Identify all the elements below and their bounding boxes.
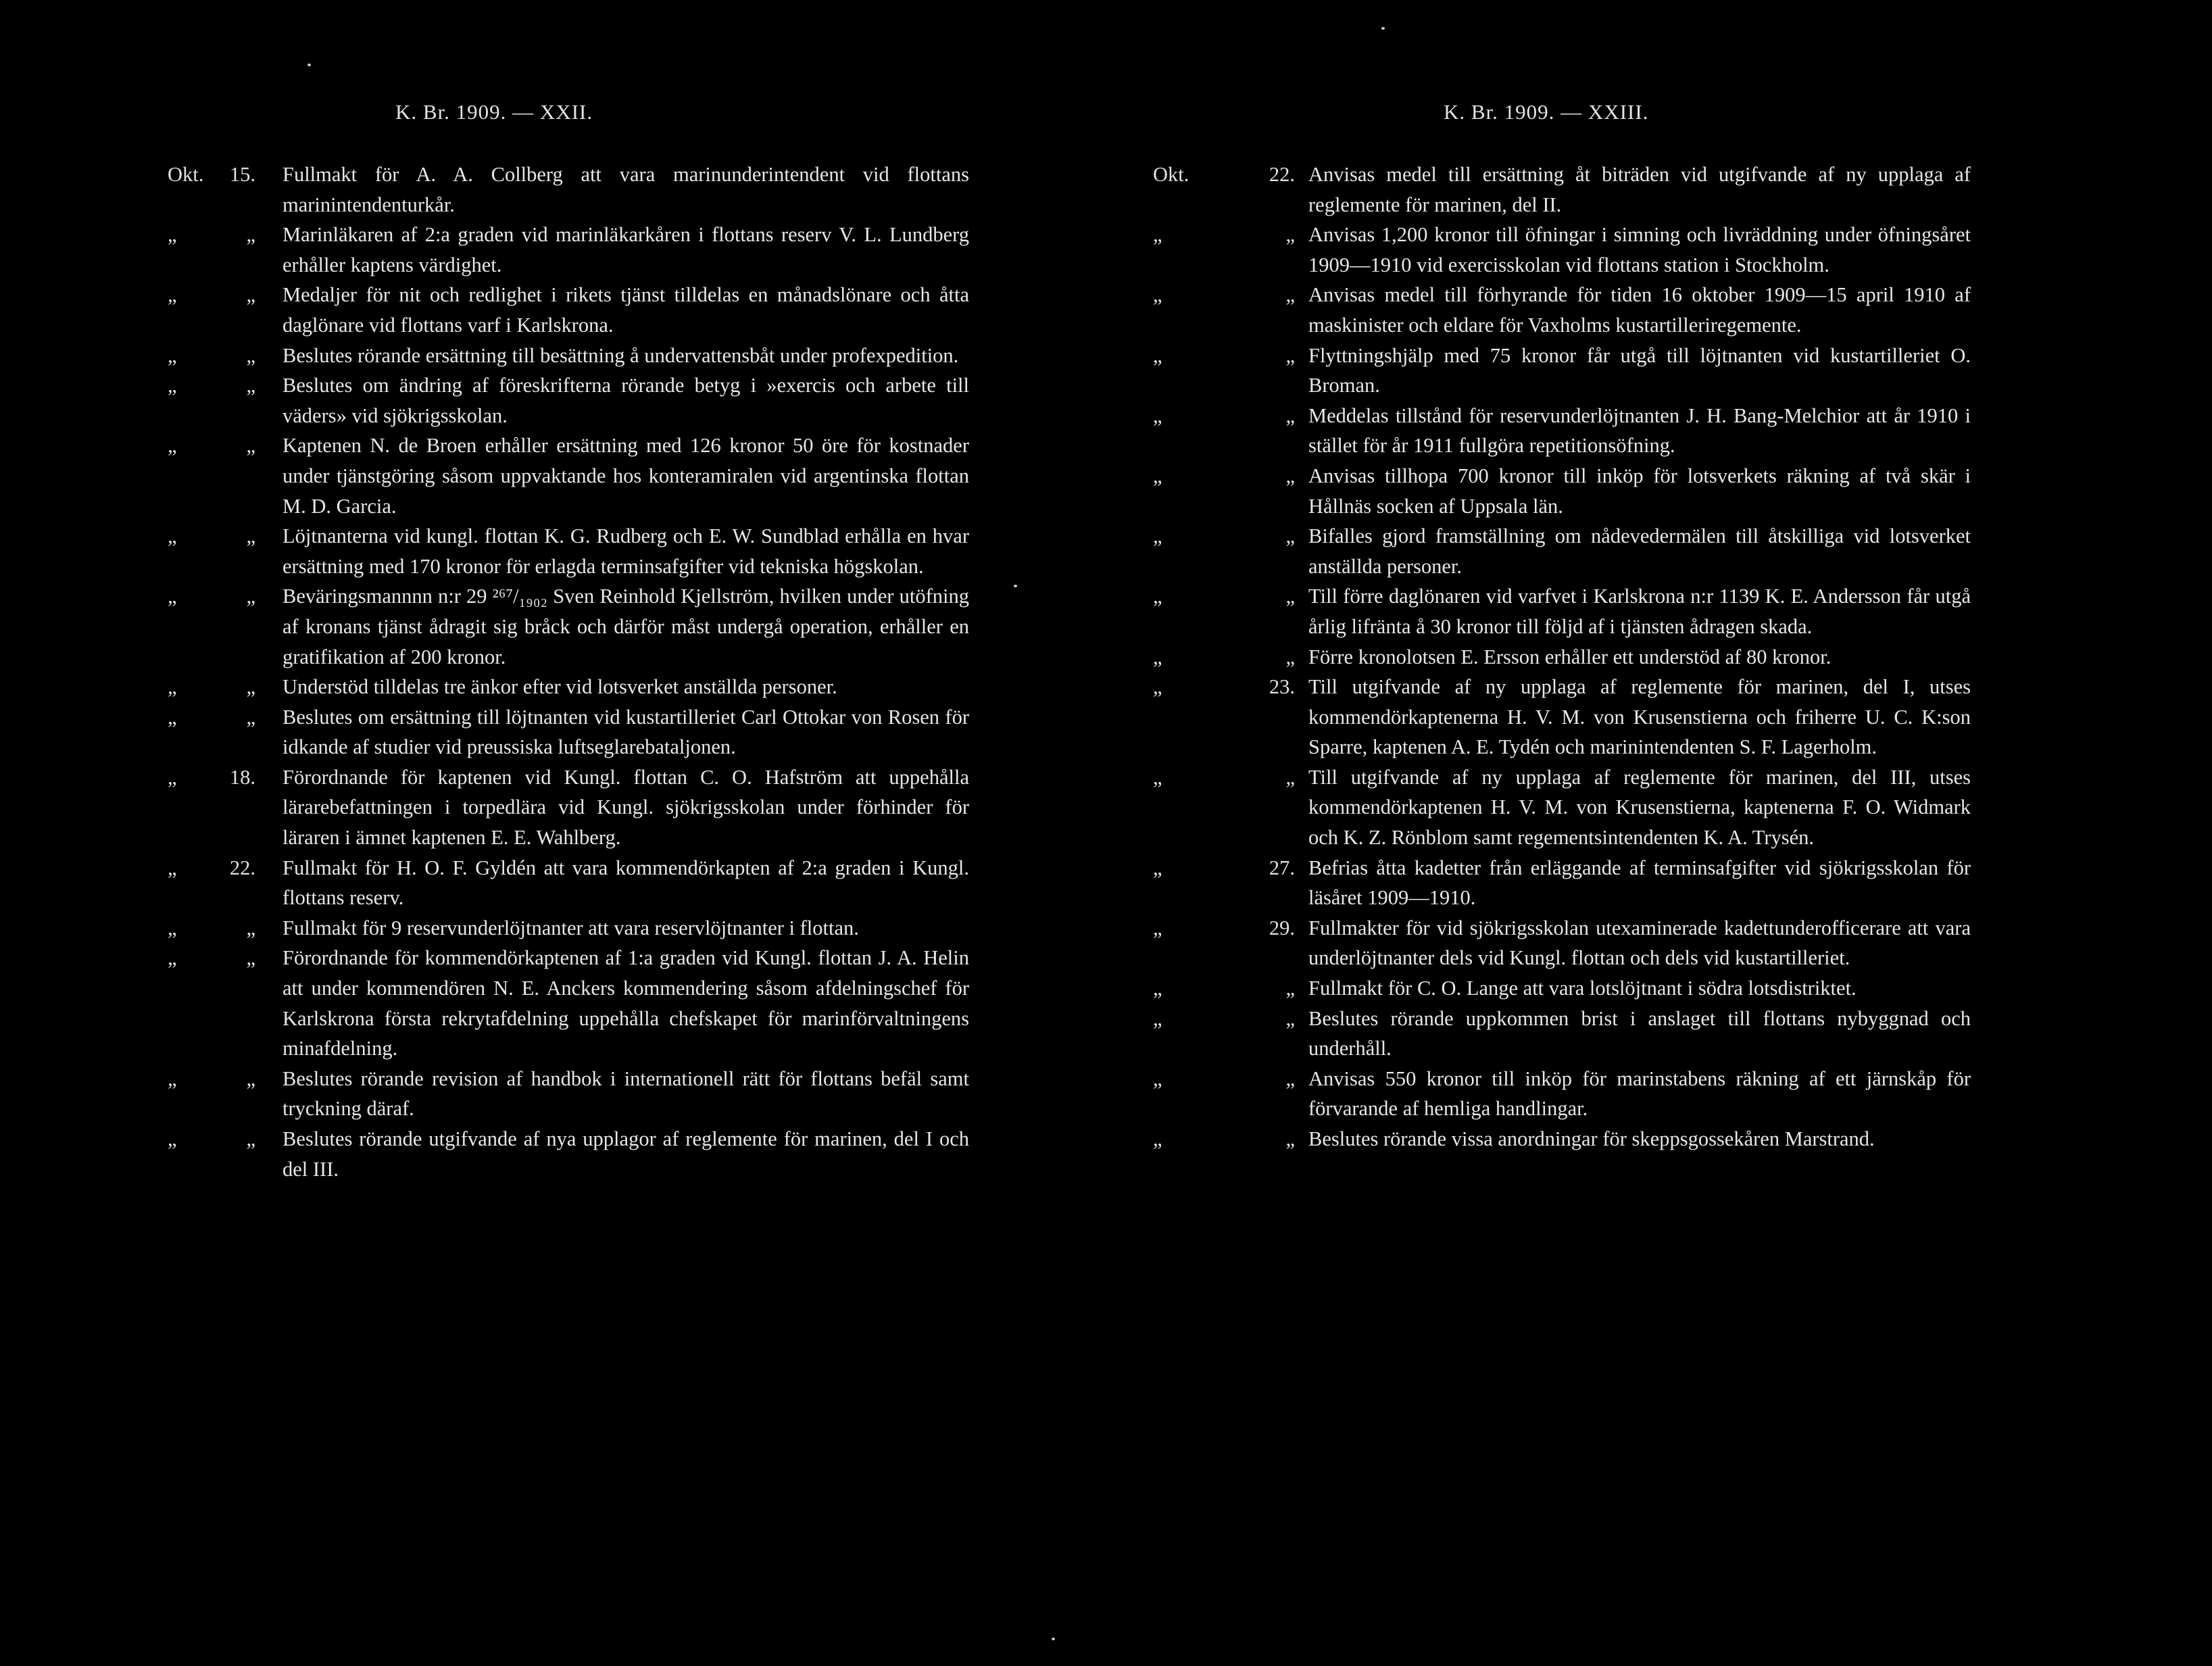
page-header: K. Br. 1909. — XXII. bbox=[395, 100, 593, 124]
entry-text: Anvisas medel till förhyrande för tiden 16 oktober 1909—15 april 1910 af maskinister och eldare för Vaxholms kustartilleriregemente. bbox=[1308, 283, 1971, 337]
entry-month: „ bbox=[168, 1067, 177, 1090]
entry bbox=[1106, 762, 2212, 853]
entry-day: 22. bbox=[1269, 163, 1295, 186]
entry-day: 23. bbox=[1269, 675, 1295, 699]
entry-month: „ bbox=[168, 946, 177, 970]
entry-day: „ bbox=[246, 1067, 255, 1090]
entry-month: „ bbox=[168, 434, 177, 458]
entry-day: „ bbox=[246, 374, 255, 397]
entry bbox=[1106, 642, 2212, 672]
entry-list bbox=[1106, 160, 2212, 1154]
entry-text: Fullmakt för 9 reservunderlöjtnanter att vara reservlöjtnanter i flottan. bbox=[282, 916, 859, 939]
entry-text: Beslutes rörande utgifvande af nya upplagor af reglemente för marinen, del I och del III. bbox=[282, 1127, 969, 1181]
entry-day: „ bbox=[1285, 1067, 1295, 1090]
entry-day: „ bbox=[1285, 1006, 1295, 1030]
entry-text: Anvisas 550 kronor till inköp för marinstabens räkning af ett järnskåp för förvarande af hemliga handlingar. bbox=[1308, 1067, 1971, 1121]
entry-day: „ bbox=[246, 1127, 255, 1150]
entry bbox=[1106, 672, 2212, 762]
entry bbox=[0, 581, 1106, 672]
entry-day: „ bbox=[1285, 223, 1295, 247]
entry bbox=[1106, 1124, 2212, 1154]
entry bbox=[1106, 581, 2212, 641]
entry-day: „ bbox=[246, 585, 255, 608]
entry bbox=[0, 370, 1106, 431]
entry bbox=[0, 853, 1106, 913]
entry bbox=[1106, 913, 2212, 973]
entry bbox=[0, 341, 1106, 371]
entry-month: „ bbox=[168, 374, 177, 397]
entry-month: „ bbox=[1153, 675, 1162, 699]
entry-month: „ bbox=[1153, 283, 1162, 307]
entry bbox=[1106, 341, 2212, 401]
entry-month: „ bbox=[168, 585, 177, 608]
entry-day: „ bbox=[1285, 403, 1295, 427]
entry-day: „ bbox=[246, 705, 255, 729]
entry-text: Fullmakt för A. A. Collberg att vara marinunderintendent vid flottans marinintendenturkår. bbox=[282, 163, 969, 216]
entry-text: Befrias åtta kadetter från erläggande af terminsafgifter vid sjökrigsskolan för läsåret 1909—1910. bbox=[1308, 856, 1971, 910]
entry-month: „ bbox=[1153, 403, 1162, 427]
entry bbox=[1106, 280, 2212, 340]
entry bbox=[0, 1124, 1106, 1184]
entry-day: „ bbox=[246, 675, 255, 699]
entry-day: „ bbox=[1285, 645, 1295, 668]
entry-text: Bifalles gjord framställning om nådevedermälen till åtskilliga vid lotsverket anställda personer. bbox=[1308, 524, 1971, 578]
entry bbox=[1106, 853, 2212, 913]
entry-month: „ bbox=[1153, 645, 1162, 668]
scan-speck bbox=[1014, 585, 1017, 587]
entry bbox=[0, 702, 1106, 762]
entry-month: Okt. bbox=[168, 163, 204, 186]
entry-month: „ bbox=[168, 524, 177, 548]
entry bbox=[1106, 973, 2212, 1004]
entry bbox=[1106, 461, 2212, 521]
entry-day: 15. bbox=[229, 163, 255, 186]
entry-day: „ bbox=[246, 916, 255, 939]
entry-text: Beslutes rörande revision af handbok i internationell rätt för flottans befäl samt tryckning däraf. bbox=[282, 1067, 969, 1121]
entry-month: „ bbox=[1153, 1067, 1162, 1090]
entry-month: „ bbox=[1153, 524, 1162, 548]
scan-speck bbox=[308, 64, 311, 66]
entry bbox=[0, 672, 1106, 702]
entry-text: Flyttningshjälp med 75 kronor får utgå till löjtnanten vid kustartilleriet O. Broman. bbox=[1308, 343, 1971, 397]
entry-text: Till utgifvande af ny upplaga af reglemente för marinen, del III, utses kommendörkaptenen H. V. M. von Krusenstierna, kaptenerna F. O. Widmark och K. Z. Rönblom samt regementsintendenten K. A. Trysén. bbox=[1308, 765, 1971, 850]
entry bbox=[0, 431, 1106, 521]
entry-day: „ bbox=[1285, 464, 1295, 487]
entry-month: „ bbox=[168, 343, 177, 367]
entry-month: „ bbox=[168, 765, 177, 789]
entry-month: „ bbox=[1153, 1006, 1162, 1030]
entry-text: Understöd tilldelas tre änkor efter vid lotsverket anställda personer. bbox=[282, 675, 837, 699]
entry-text: Beslutes rörande vissa anordningar för skeppsgossekåren Marstrand. bbox=[1308, 1127, 1875, 1150]
entry-day: „ bbox=[246, 946, 255, 970]
entry-month: „ bbox=[168, 675, 177, 699]
entry bbox=[1106, 401, 2212, 461]
entry-day: „ bbox=[1285, 343, 1295, 367]
entry-day: „ bbox=[246, 343, 255, 367]
entry-month: „ bbox=[1153, 856, 1162, 879]
entry-day: „ bbox=[246, 283, 255, 307]
entry-month: „ bbox=[168, 856, 177, 879]
page-header: K. Br. 1909. — XXIII. bbox=[1444, 100, 1649, 124]
entry bbox=[0, 160, 1106, 220]
entry-day: 27. bbox=[1269, 856, 1295, 879]
entry-text: Till utgifvande af ny upplaga af reglemente för marinen, del I, utses kommendörkaptenerna H. V. M. von Krusenstierna och friherre U. C. K:son Sparre, kaptenen A. E. Tydén och marinintendenten S. F. Lagerholm. bbox=[1308, 675, 1971, 759]
entry-day: „ bbox=[1285, 283, 1295, 307]
entry-text: Meddelas tillstånd för reservunderlöjtnanten J. H. Bang-Melchior att år 1910 i stället för år 1911 fullgöra repetitionsöfning. bbox=[1308, 403, 1971, 458]
entry-text: Anvisas medel till ersättning åt biträden vid utgifvande af ny upplaga af reglemente för marinen, del II. bbox=[1308, 163, 1971, 216]
entry-month: „ bbox=[168, 1127, 177, 1150]
entry-month: „ bbox=[1153, 343, 1162, 367]
entry-day: 29. bbox=[1269, 916, 1295, 939]
entry-day: „ bbox=[246, 223, 255, 247]
entry-month: „ bbox=[1153, 585, 1162, 608]
entry bbox=[0, 521, 1106, 581]
entry-text: Löjtnanterna vid kungl. flottan K. G. Rudberg och E. W. Sundblad erhålla en hvar ersättning med 170 kronor för erlagda terminsafgifter vid tekniska högskolan. bbox=[282, 524, 969, 578]
entry-text: Beslutes rörande ersättning till besättning å undervattensbåt under profexpedition. bbox=[282, 343, 959, 367]
entry-day: „ bbox=[1285, 1127, 1295, 1150]
entry-month: Okt. bbox=[1153, 163, 1189, 186]
entry-text: Beslutes rörande uppkommen brist i anslaget till flottans nybyggnad och underhåll. bbox=[1308, 1006, 1971, 1060]
entry-month: „ bbox=[168, 283, 177, 307]
entry bbox=[1106, 220, 2212, 280]
entry-day: 22. bbox=[229, 856, 255, 879]
entry-text: Kaptenen N. de Broen erhåller ersättning med 126 kronor 50 öre för kostnader under tjänstgöring såsom uppvaktande hos konteramiralen vid argentinska flottan M. D. Garcia. bbox=[282, 434, 969, 518]
entry-text: Fullmakt för H. O. F. Gyldén att vara kommendörkapten af 2:a graden i Kungl. flottans reserv. bbox=[282, 856, 969, 910]
entry-text: Anvisas 1,200 kronor till öfningar i simning och livräddning under öfningsåret 1909—1910 vid exercisskolan vid flottans station i Stockholm. bbox=[1308, 223, 1971, 276]
entry bbox=[1106, 160, 2212, 220]
entry-text: Beslutes om ersättning till löjtnanten vid kustartilleriet Carl Ottokar von Rosen för idkande af studier vid preussiska luftseglarebataljonen. bbox=[282, 705, 969, 759]
entry-text: Marinläkaren af 2:a graden vid marinläkarkåren i flottans reserv V. L. Lundberg erhåller kaptens värdighet. bbox=[282, 223, 969, 276]
entry-day: „ bbox=[1285, 765, 1295, 789]
entry bbox=[0, 762, 1106, 853]
entry-month: „ bbox=[1153, 916, 1162, 939]
entry bbox=[0, 1064, 1106, 1124]
scan-speck bbox=[1052, 1638, 1055, 1640]
entry-month: „ bbox=[1153, 1127, 1162, 1150]
entry bbox=[0, 220, 1106, 280]
entry-month: „ bbox=[1153, 223, 1162, 247]
entry bbox=[1106, 1004, 2212, 1064]
entry-day: „ bbox=[246, 524, 255, 548]
entry bbox=[0, 913, 1106, 944]
entry-month: „ bbox=[168, 916, 177, 939]
entry-day: „ bbox=[246, 434, 255, 458]
entry-text: Fullmakt för C. O. Lange att vara lotslöjtnant i södra lotsdistriktet. bbox=[1308, 977, 1857, 1000]
entry-text: Fullmakter för vid sjökrigsskolan utexaminerade kadettunderofficerare att vara underlöjtnanter dels vid Kungl. flottan och dels vid kustartilleriet. bbox=[1308, 916, 1971, 970]
entry-day: 18. bbox=[229, 765, 255, 789]
right-page bbox=[1106, 0, 2212, 1666]
entry-month: „ bbox=[1153, 464, 1162, 487]
entry-day: „ bbox=[1285, 524, 1295, 548]
entry-text: Anvisas tillhopa 700 kronor till inköp för lotsverkets räkning af två skär i Hållnäs socken af Uppsala län. bbox=[1308, 464, 1971, 518]
entry-month: „ bbox=[1153, 977, 1162, 1000]
entry-day: „ bbox=[1285, 585, 1295, 608]
entry-month: „ bbox=[1153, 765, 1162, 789]
entry bbox=[0, 943, 1106, 1063]
entry-text: Medaljer för nit och redlighet i rikets tjänst tilldelas en månadslönare och åtta daglönare vid flottans varf i Karlskrona. bbox=[282, 283, 969, 337]
entry-text: Förordnande för kommendörkaptenen af 1:a graden vid Kungl. flottan J. A. Helin att under kommendören N. E. Anckers kommendering såsom afdelningschef för Karlskrona första rekrytafdelning uppehålla chefskapet för marinförvaltningens minafdelning. bbox=[282, 946, 969, 1060]
entry-list bbox=[0, 160, 1106, 1184]
entry bbox=[0, 280, 1106, 340]
entry-month: „ bbox=[168, 705, 177, 729]
scan-speck bbox=[1381, 27, 1385, 30]
entry-text: Beslutes om ändring af föreskrifterna rörande betyg i »exercis och arbete till väders» vid sjökrigsskolan. bbox=[282, 374, 969, 427]
entry-text: Till förre daglönaren vid varfvet i Karlskrona n:r 1139 K. E. Andersson får utgå årlig lifränta å 30 kronor till följd af i tjänsten ådragen skada. bbox=[1308, 585, 1971, 638]
entry-month: „ bbox=[168, 223, 177, 247]
entry-text: Beväringsmannnn n:r 29 ²⁶⁷/₁₉₀₂ Sven Reinhold Kjellström, hvilken under utöfning af kronans tjänst ådragit sig bråck och därför måst undergå operation, erhåller en gratifikation af 200 kronor. bbox=[282, 585, 969, 668]
entry bbox=[1106, 1064, 2212, 1124]
entry bbox=[1106, 521, 2212, 581]
entry-text: Förre kronolotsen E. Ersson erhåller ett understöd af 80 kronor. bbox=[1308, 645, 1832, 668]
entry-day: „ bbox=[1285, 977, 1295, 1000]
entry-text: Förordnande för kaptenen vid Kungl. flottan C. O. Hafström att uppehålla lärarebefattningen i torpedlära vid Kungl. sjökrigsskolan under förhinder för läraren i ämnet kaptenen E. E. Wahlberg. bbox=[282, 765, 969, 850]
